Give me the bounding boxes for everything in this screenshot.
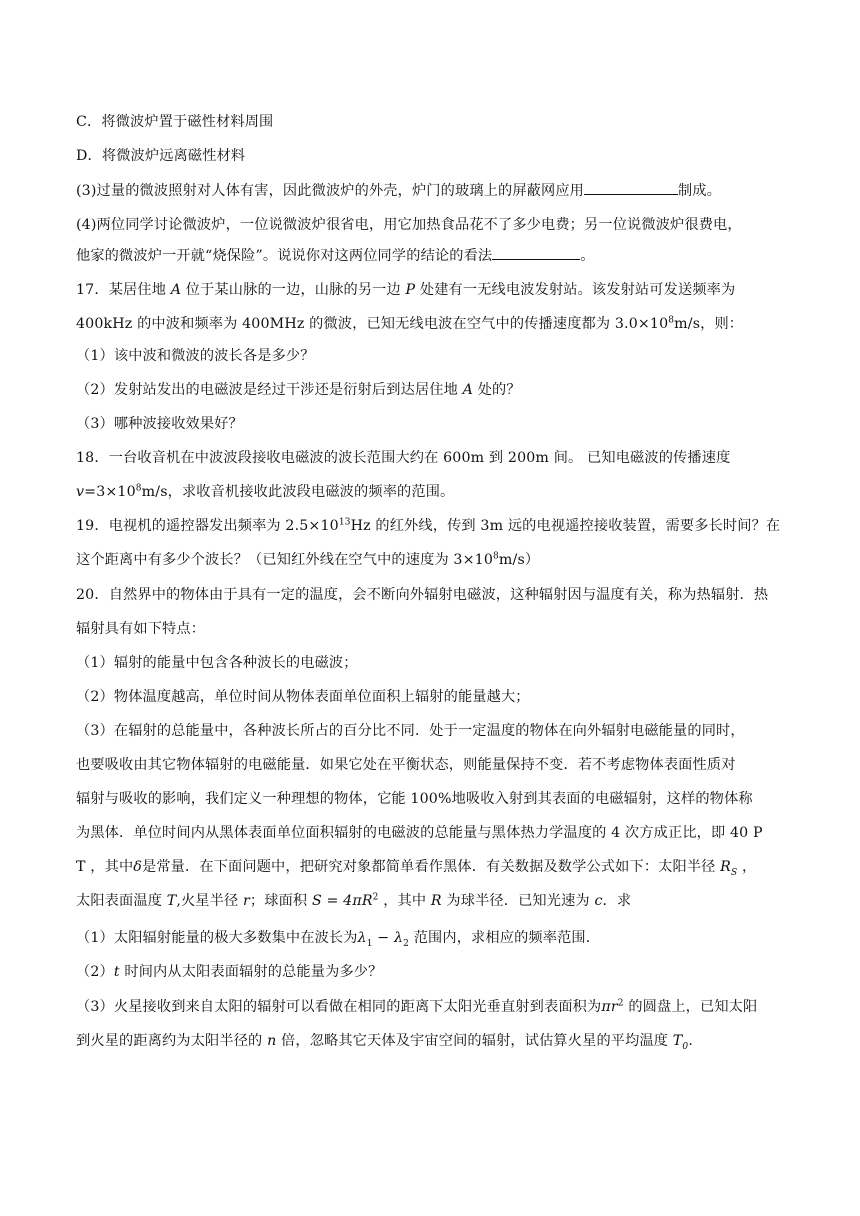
q20-feature-3-text: ；球面积 [249,893,312,909]
q20-feature-3-text: ， [737,859,757,875]
q3-text: (3)过量的微波照射对人体有害，因此微波炉的外壳，炉门的玻璃上的屏蔽网应用 [76,183,585,199]
q20-feature-3-text: ．求 [602,893,632,909]
q17-text: m/s，则： [674,316,744,332]
option-c-text: C．将微波炉置于磁性材料周围 [76,114,274,130]
q19-text: Hz 的红外线，传到 3m 远的电视遥控接收装置，需要多长时间？在 [350,518,781,534]
q19-text: 这个距离中有多少个波长？（已知红外线在空气中的速度为 3×10 [76,552,494,568]
q20-part-3-text: 倍，忽略其它天体及宇宙空间的辐射，试估算火星的平均温度 [276,1033,673,1049]
q20-feature-3-text: （3）在辐射的总能量中，各种波长所占的百分比不同．处于一定温度的物体在向外辐射电磁能量的同时， [76,723,745,739]
q17-sub-3 [76,414,796,434]
q20-feature-2 [76,687,796,707]
q17-line-1 [76,280,796,300]
q20-feature-1 [76,653,796,673]
q20-feature-3-line-5 [76,857,796,877]
q17-sub-2-text: 处的？ [473,382,521,398]
q17-sub-2-var-a: A [462,382,474,398]
q20-var-c: c [594,893,603,909]
q17-var-a: A [170,282,182,298]
q20-feature-3-text: 为球半径．已知光速为 [441,893,595,909]
q20-feature-3-text: ,火星半径 [176,893,243,909]
q17-text: 处建有一无线电波发射站。该发射站可发送频率为 [415,282,736,298]
q20-var-lambda-1: λ [357,930,367,946]
q17-sub-3-text: （3）哪种波接收效果好？ [76,416,243,432]
q17-sub-2 [76,380,796,400]
q19-exponent: 8 [493,551,499,562]
q20-part-1-text: （1）太阳辐射能量的极大多数集中在波长为 [76,930,358,946]
q20-formula-exponent: 2 [372,892,379,903]
q4-line-1 [76,215,796,235]
q20-feature-3-line-1 [76,721,796,741]
q20-feature-3-text: ，其中 [378,893,431,909]
q3-blank[interactable] [584,180,678,195]
q20-feature-3-line-6 [76,891,796,911]
q20-feature-3-line-3 [76,789,796,809]
q20-feature-3-line-4 [76,823,796,843]
q20-part-1-text: 范围内，求相应的频率范围． [409,930,601,946]
q20-part-2-text: 时间内从太阳表面辐射的总能量为多少？ [119,964,383,980]
q18-text: m/s，求收音机接收此波段电磁波的频率的范围。 [141,484,455,500]
q18-var-v: v [76,484,85,500]
q20-var-n: n [267,1033,277,1049]
q20-feature-3-text: 是常量．在下面问题中，把研究对象都简单看作黑体．有关数据及数学公式如下：太阳半径 [142,859,721,875]
q20-subscript-0: 0 [682,1041,689,1052]
option-d [76,146,796,166]
q19-exponent: 13 [338,517,351,528]
q3-line [76,180,796,201]
q20-feature-3-text: 辐射与吸收的影响，我们定义一种理想的物体，它能 100%地吸收入射到其表面的电磁辐射，这样的物体称 [76,791,753,807]
q4-line-2 [76,245,796,266]
q19-line-1 [76,516,796,536]
q20-pi-r-exponent: 2 [617,998,624,1009]
q20-feature-2-text: （2）物体温度越高，单位时间从物体表面单位面积上辐射的能量越大； [76,689,530,705]
q17-sub-1 [76,346,796,366]
q18-text: 18．一台收音机在中波波段接收电磁波的波长范围大约在 600m 到 200m 间。 已知电磁波的传播速度 [76,450,731,466]
q18-line-2 [76,482,796,502]
q20-var-t-time: t [113,964,120,980]
q19-text: 19．电视机的遥控器发出频率为 2.5×10 [76,518,339,534]
q4-blank[interactable] [492,245,580,260]
q20-line-2 [76,619,796,639]
q20-part-2-text: （2） [76,964,114,980]
q20-var-r-mars: r [242,893,250,909]
q20-part-3-text: 到火星的距离约为太阳半径的 [76,1033,268,1049]
q17-exponent: 8 [668,315,675,326]
q18-exponent: 8 [135,483,142,494]
q20-feature-1-text: （1）辐射的能量中包含各种波长的电磁波； [76,655,358,671]
q20-feature-3-text: T ，其中 [76,859,134,875]
q20-var-r: R [430,893,442,909]
q20-minus: − [372,930,394,946]
q20-subscript-1: 1 [366,938,373,949]
q20-var-r-sun: R [720,859,732,875]
q18-line-1 [76,448,796,468]
q17-line-2 [76,314,796,334]
q20-var-t0: T [672,1033,683,1049]
q20-var-lambda-2: λ [394,930,404,946]
q20-feature-3-text: 也要吸收由其它物体辐射的电磁能量．如果它处在平衡状态，则能量保持不变．若不考虑物体表面性质对 [76,757,736,773]
q20-text: 辐射具有如下特点： [76,621,206,637]
q4-text-2: 他家的微波炉一开就“烧保险”。说说你对这两位同学的结论的看法 [76,248,493,264]
q20-feature-3-text: 太阳表面温度 [76,893,167,909]
q20-part-3-text: 的圆盘上，已知太阳 [623,999,758,1015]
q20-feature-3-line-2 [76,755,796,775]
q20-line-1 [76,585,796,605]
q17-text: 17．某居住地 [76,282,171,298]
option-d-text: D．将微波炉远离磁性材料 [76,148,246,164]
q20-part-1 [76,928,796,948]
q20-var-delta: δ [133,859,142,875]
q19-line-2 [76,550,796,570]
q3-text-end: 制成。 [678,183,722,199]
q18-text: =3×10 [84,484,136,500]
q20-part-2 [76,962,796,982]
q17-sub-1-text: （1）该中波和微波的波长各是多少？ [76,348,315,364]
q20-text: 20．自然界中的物体由于具有一定的温度，会不断向外辐射电磁波，这种辐射因与温度有关，称为热辐射．热 [76,587,769,603]
q20-subscript-s: S [731,867,738,878]
q20-part-3-text: . [688,1033,693,1049]
q20-var-t: T [166,893,177,909]
q17-var-p: P [405,282,416,298]
q20-subscript-2: 2 [403,938,410,949]
q20-feature-3-text: 为黑体．单位时间内从黑体表面单位面积辐射的电磁波的总能量与黑体热力学温度的 4 次方成正比，即 40 P [76,825,763,841]
q20-part-3-text: （3）火星接收到来自太阳的辐射可以看做在相同的距离下太阳光垂直射到表面积为 [76,999,602,1015]
q19-text: m/s） [498,552,540,568]
q17-text: 400kHz 的中波和频率为 400MHz 的微波，已知无线电波在空气中的传播速度都为 3.0×10 [76,316,669,332]
option-c [76,112,796,132]
q4-text-1: (4)两位同学讨论微波炉，一位说微波炉很省电，用它加热食品花不了多少电费；另一位说微波炉很费电， [76,217,742,233]
q20-part-3-line-1 [76,997,796,1017]
q17-text: 位于某山脉的一边，山脉的另一边 [181,282,406,298]
q17-sub-2-text: （2）发射站发出的电磁波是经过干涉还是衍射后到达居住地 [76,382,463,398]
q20-pi-r: πr [601,999,618,1015]
q4-text-end: 。 [580,248,595,264]
q20-part-3-line-2 [76,1031,796,1051]
q20-sphere-area-formula: S = 4πR [311,893,373,909]
